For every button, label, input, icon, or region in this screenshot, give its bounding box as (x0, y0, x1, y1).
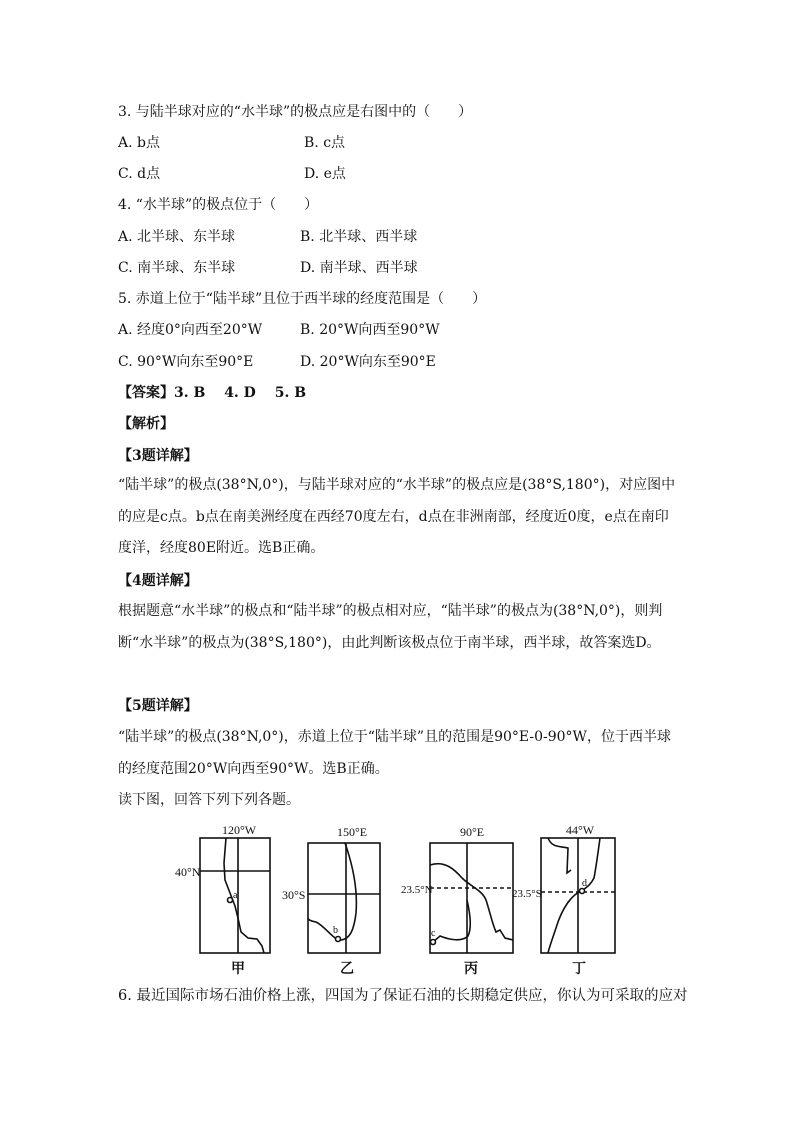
detail-3-text: “陆半球”的极点(38°N,0°)，与陆半球对应的“水半球”的极点应是(38°S,180°)，对应图中的应是c点。b点在南美洲经度在西经70度左右，d点在非洲南部，经度近0度，e点在南印度洋，经度80E附近。选B正确。 (118, 477, 676, 556)
map-yi-lat-label: 30°S (282, 888, 306, 902)
analysis-title: 【解析】 (118, 416, 174, 432)
map-jia-point-label: a (233, 890, 238, 901)
detail-5-title: 【5题详解】 (118, 698, 198, 714)
q5-option-c: C. 90°W向东至90°E (118, 354, 254, 370)
map-yi-frame (308, 843, 380, 953)
q5-option-a: A. 经度0°向西至20°W (118, 322, 263, 338)
map-yi-caption: 乙 (340, 962, 354, 977)
q5-stem: 5. 赤道上位于“陆半球”且位于西半球的经度范围是（ ） (118, 291, 487, 307)
map-ding-point-label: d (582, 878, 587, 889)
map-bing-lon-label: 90°E (460, 825, 485, 839)
q4-option-d: D. 南半球、西半球 (300, 260, 418, 276)
map-bing-coastline-1 (430, 864, 513, 940)
map-ding-lon-label: 44°W (566, 823, 595, 837)
map-ding-coast-north (548, 838, 571, 873)
map-jia-coastline (224, 838, 264, 953)
map-ding-coastline (548, 838, 600, 953)
q3-option-b: B. c点 (304, 135, 346, 151)
map-yi-point-label: b (333, 925, 338, 936)
map-bing-point-c (431, 940, 436, 945)
map-figure (0, 818, 794, 988)
q4-option-b: B. 北半球、西半球 (300, 229, 418, 245)
q5-options-row1 (118, 320, 440, 340)
map-jia-caption: 甲 (231, 962, 245, 977)
map-bing-coastline-2 (433, 900, 470, 942)
q4-options-row1 (118, 227, 418, 247)
map-bing-point-label: c (431, 928, 436, 939)
map-jia-lat-label: 40°N (175, 865, 201, 879)
map-yi-lon-label: 150°E (337, 825, 368, 839)
map-jia-point-a (228, 898, 233, 903)
q3-stem: 3. 与陆半球对应的“水半球”的极点应是右图中的（ ） (118, 104, 473, 120)
q3-option-c: C. d点 (118, 166, 161, 182)
detail-3-title: 【3题详解】 (118, 448, 198, 464)
q6-stem: 6. 最近国际市场石油价格上涨，四国为了保证石油的长期稳定供应，你认为可采取的应对 (118, 988, 688, 1004)
q5-option-b: B. 20°W向西至90°W (300, 322, 440, 338)
answer-line: 【答案】3. B 4. D 5. B (118, 385, 307, 401)
q4-stem: 4. “水半球”的极点位于（ ） (118, 197, 319, 213)
q4-option-a: A. 北半球、东半球 (118, 229, 236, 245)
map-jia-lon-label: 120°W (222, 823, 257, 837)
map-yi-point-b (336, 937, 341, 942)
q3-option-d: D. e点 (304, 166, 346, 182)
map-bing-caption: 丙 (464, 962, 478, 977)
q4-option-c: C. 南半球、东半球 (118, 260, 236, 276)
q5-options-row2 (118, 352, 436, 372)
q3-options-row1 (118, 133, 346, 153)
detail-4-title: 【4题详解】 (118, 573, 198, 589)
q4-options-row2 (118, 258, 418, 278)
detail-5-text: “陆半球”的极点(38°N,0°)，赤道上位于“陆半球”且的范围是90°E-0-90°W，位于西半球的经度范围20°W向西至90°W。选B正确。 (118, 729, 671, 777)
map-ding-caption: 丁 (572, 962, 586, 977)
map-bing-lat-label: 23.5°N (401, 884, 433, 896)
figure-intro: 读下图，回答下列下列各题。 (118, 792, 300, 808)
map-ding-lat-label: 23.5°S (512, 888, 542, 900)
q3-options-row2 (118, 164, 346, 184)
detail-4-text: 根据题意“水半球”的极点和“陆半球”的极点相对应，“陆半球”的极点为(38°N,0°)，则判断“水半球”的极点为(38°S,180°)，由此判断该极点位于南半球，西半球，故答案选D。 (118, 603, 663, 651)
map-ding-point-d (580, 889, 585, 894)
q5-option-d: D. 20°W向东至90°E (300, 354, 436, 370)
q3-option-a: A. b点 (118, 135, 160, 151)
